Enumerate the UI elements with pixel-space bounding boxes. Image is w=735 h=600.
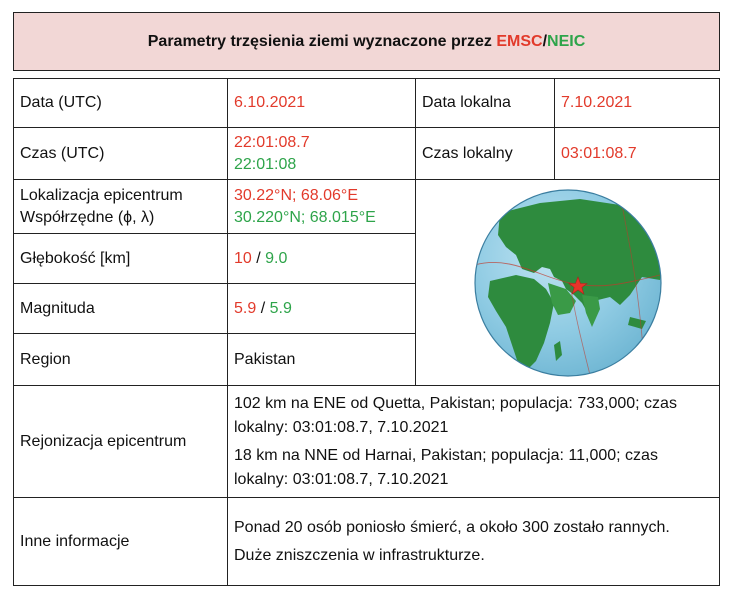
local-date-value: 7.10.2021 (555, 79, 720, 128)
magnitude-label: Magnituda (14, 284, 228, 334)
earthquake-parameters-table (13, 12, 720, 586)
title-slash: / (542, 32, 548, 50)
time-values (228, 128, 416, 180)
other-info-row (14, 498, 720, 586)
time-row (14, 128, 720, 180)
location-label: Lokalizacja epicentrum (20, 186, 183, 204)
location-emsc: 30.22°N; 68.06°E (234, 186, 358, 204)
regionalization-harnai: 18 km na NNE od Harnai, Pakistan; populacja: 11,000; czas lokalny: 03:01:08.7, 7.10.2021 (234, 446, 658, 488)
magnitude-values (228, 284, 416, 334)
other-info-casualties: Ponad 20 osób poniosło śmierć, a około 300 zostało rannych. (234, 518, 670, 536)
date-row (14, 79, 720, 128)
location-row (14, 180, 720, 234)
title-neic: NEIC (547, 32, 586, 50)
depth-values (228, 234, 416, 284)
regionalization-label: Rejonizacja epicentrum (14, 386, 228, 498)
earthquake-parameters-table-wrapper (13, 12, 719, 584)
table-title (14, 13, 720, 71)
coordinates-label: Współrzędne (ϕ, λ) (20, 208, 155, 226)
depth-neic: 9.0 (265, 249, 288, 267)
region-label: Region (14, 334, 228, 386)
globe-epicenter-map-icon (470, 185, 666, 381)
regionalization-quetta: 102 km na ENE od Quetta, Pakistan; populacja: 733,000; czas lokalny: 03:01:08.7, 7.10.2021 (234, 394, 677, 436)
magnitude-neic: 5.9 (269, 299, 292, 317)
date-value: 6.10.2021 (228, 79, 416, 128)
local-time-value: 03:01:08.7 (555, 128, 720, 180)
globe-map-cell (416, 180, 720, 386)
magnitude-emsc: 5.9 (234, 299, 257, 317)
depth-label: Głębokość [km] (14, 234, 228, 284)
title-emsc: EMSC (496, 32, 543, 50)
location-neic: 30.220°N; 68.015°E (234, 208, 376, 226)
other-info-label: Inne informacje (14, 498, 228, 586)
magnitude-separator: / (256, 299, 270, 317)
location-labels (14, 180, 228, 234)
depth-emsc: 10 (234, 249, 252, 267)
location-values (228, 180, 416, 234)
local-time-label: Czas lokalny (416, 128, 555, 180)
title-row (14, 13, 720, 71)
depth-separator: / (251, 249, 266, 267)
time-label: Czas (UTC) (14, 128, 228, 180)
spacer-row (14, 71, 720, 79)
time-neic: 22:01:08 (234, 155, 297, 173)
local-date-label: Data lokalna (416, 79, 555, 128)
title-prefix: Parametry trzęsienia ziemi wyznaczone przez (147, 32, 497, 50)
time-emsc: 22:01:08.7 (234, 133, 310, 151)
region-value: Pakistan (228, 334, 416, 386)
other-info-values (228, 498, 720, 586)
regionalization-row (14, 386, 720, 498)
regionalization-values (228, 386, 720, 498)
date-label: Data (UTC) (14, 79, 228, 128)
other-info-damage: Duże zniszczenia w infrastrukturze. (234, 546, 485, 564)
